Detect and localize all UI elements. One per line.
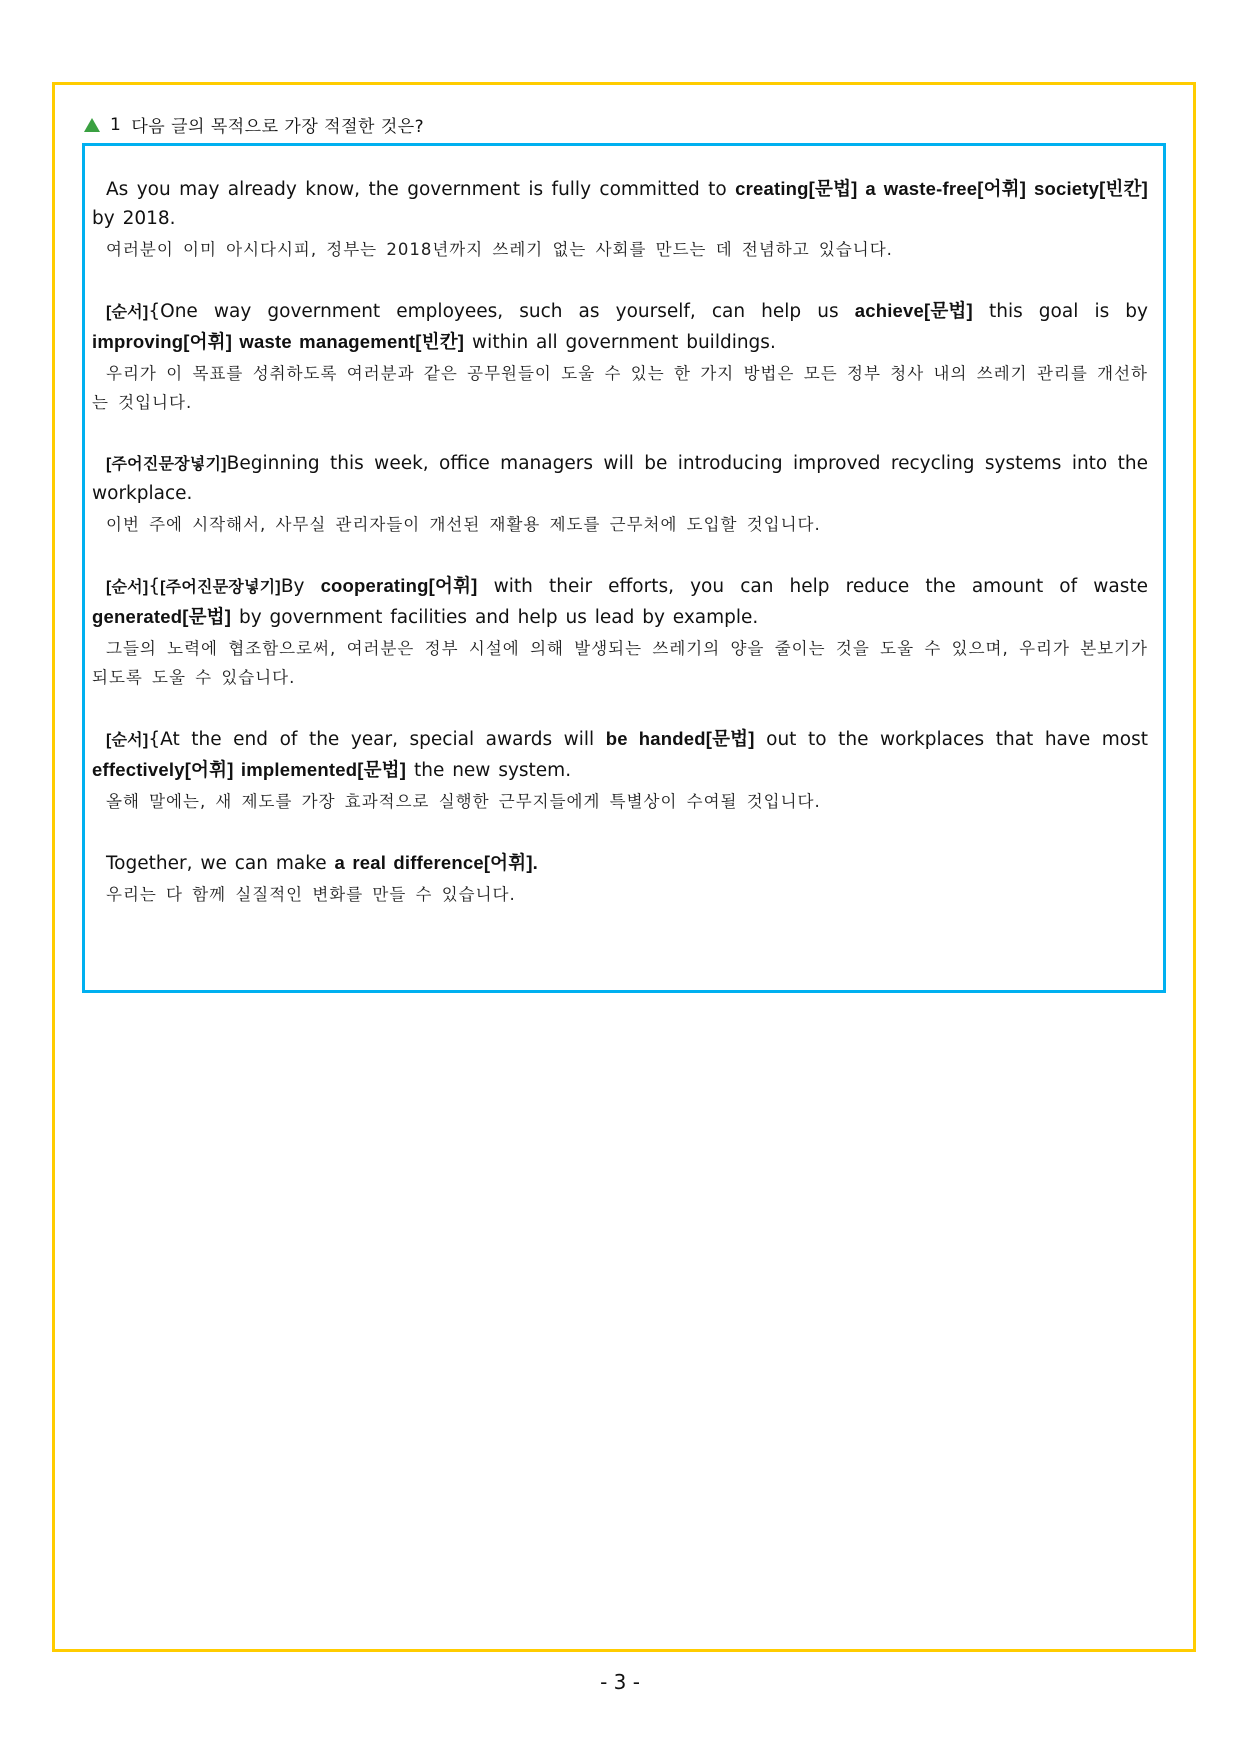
korean-translation: 이번 주에 시작해서, 사무실 관리자들이 개선된 재활용 제도를 근무처에 도입할 것입니다. [106,515,821,534]
annotation-tag: [주어진문장넣기] [106,456,227,473]
question-header [84,112,424,137]
text-run: with their efforts, you can help reduce the amount of waste [477,576,1148,597]
english-sentence [92,174,1148,233]
paragraph [92,848,1148,909]
question-text: 다음 글의 목적으로 가장 적절한 것은? [131,117,425,137]
annotation-tag: [순서] [106,579,149,596]
korean-translation: 여러분이 이미 아시다시피, 정부는 2018년까지 쓰레기 없는 사회를 만드는 데 전념하고 있습니다. [106,240,893,259]
paragraph [92,571,1148,692]
text-run: this goal is by [972,301,1148,322]
english-sentence [92,724,1148,785]
text-run: the new system. [406,760,572,781]
text-run: out to the workplaces that have most [754,729,1148,750]
page-number: - 3 - [600,1670,640,1694]
question-number: 1 [110,114,122,135]
highlighted-phrase: improving[어휘] waste management[빈칸] [92,331,465,352]
highlighted-phrase: achieve[문법] [854,300,973,321]
text-run: As you may already know, the government is fully committed to [106,179,736,200]
green-triangle-icon [84,118,100,132]
highlighted-phrase: generated[문법] [92,606,232,627]
korean-translation: 올해 말에는, 새 제도를 가장 효과적으로 실행한 근무지들에게 특별상이 수여될 것입니다. [106,792,821,811]
korean-translation: 우리는 다 함께 실질적인 변화를 만들 수 있습니다. [106,885,516,904]
text-run: by government facilities and help us lead by example. [231,607,759,628]
korean-translation: 우리가 이 목표를 성취하도록 여러분과 같은 공무원들이 도울 수 있는 한 가지 방법은 모든 정부 청사 내의 쓰레기 관리를 개선하는 것입니다. [92,364,1148,412]
text-run: Together, we can make [106,853,335,874]
annotation-tag: [순서] [106,732,149,749]
english-sentence [92,571,1148,632]
text-run: within all government buildings. [464,332,776,353]
english-sentence [92,449,1148,508]
annotation-tag: [순서] [106,304,149,321]
highlighted-phrase: be handed[문법] [605,728,755,749]
paragraph [92,449,1148,539]
paragraph [92,296,1148,417]
text-run: {One way government employees, such as yourself, can help us [148,301,855,322]
text-run: by 2018. [92,208,176,229]
annotation-tag: [주어진문장넣기] [160,579,281,596]
text-run: Beginning this week, office managers will be introducing improved recycling systems into the workplace. [92,453,1148,504]
highlighted-phrase: cooperating[어휘] [320,575,478,596]
passage [92,174,1148,941]
english-sentence [92,296,1148,357]
text-run: { [148,576,161,597]
text-run: {At the end of the year, special awards will [148,729,606,750]
paragraph [92,174,1148,264]
english-sentence [92,848,1148,878]
paragraph [92,724,1148,816]
text-run: By [280,576,321,597]
korean-translation: 그들의 노력에 협조함으로써, 여러분은 정부 시설에 의해 발생되는 쓰레기의 양을 줄이는 것을 도울 수 있으며, 우리가 본보기가 되도록 도울 수 있습니다. [92,639,1148,687]
highlighted-phrase: effectively[어휘] implemented[문법] [92,759,407,780]
highlighted-phrase: a real difference[어휘]. [334,852,539,873]
highlighted-phrase: creating[문법] a waste-free[어휘] society[빈칸] [735,178,1148,199]
